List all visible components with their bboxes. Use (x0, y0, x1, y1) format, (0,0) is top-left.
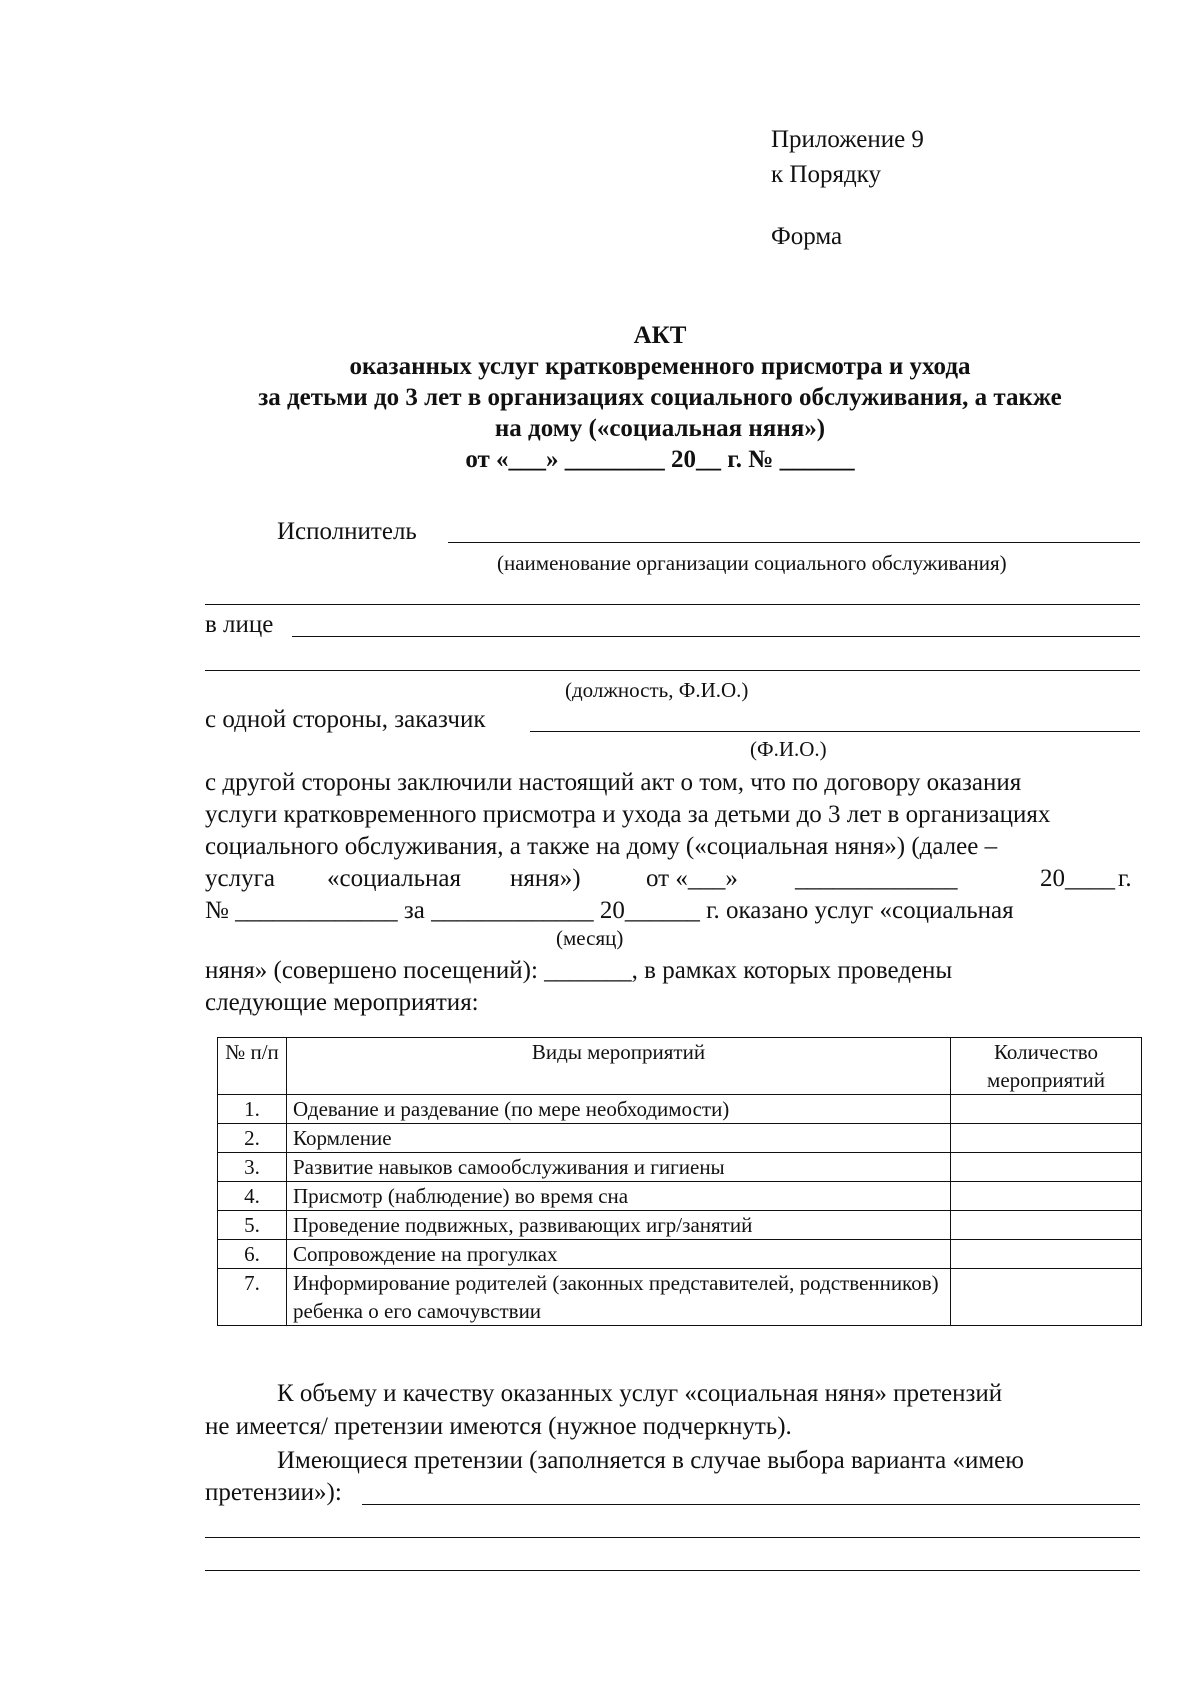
claims-field[interactable] (362, 1504, 1140, 1505)
row-quantity[interactable] (951, 1240, 1142, 1269)
title-act: АКТ (633, 322, 687, 349)
existing-claims-line-2: претензии»): (205, 1479, 342, 1506)
annex-order: к Порядку (771, 161, 881, 188)
body-line-5: № _____________ за _____________ 20______ г. оказано услуг «социальная (205, 897, 1014, 924)
title-date-line: от «___» ________ 20__ г. № ______ (465, 446, 855, 473)
body-line-4-word-3: няня») (510, 865, 581, 892)
row-quantity[interactable] (951, 1182, 1142, 1211)
row-activity: Развитие навыков самообслуживания и гигиены (287, 1153, 951, 1182)
row-quantity[interactable] (951, 1269, 1142, 1326)
table-row (218, 1124, 1142, 1153)
executor-label: Исполнитель (277, 518, 417, 545)
executor-field-continued[interactable] (205, 604, 1140, 605)
claims-field-continued-2[interactable] (205, 1570, 1140, 1571)
existing-claims-line-1: Имеющиеся претензии (заполняется в случае выбора варианта «имею (277, 1447, 1024, 1474)
body-line-7: следующие мероприятия: (205, 989, 479, 1016)
row-activity: Сопровождение на прогулках (287, 1240, 951, 1269)
row-quantity[interactable] (951, 1153, 1142, 1182)
table-row (218, 1211, 1142, 1240)
table-row (218, 1269, 1142, 1326)
activities-table (217, 1037, 1142, 1326)
title-line-2: оказанных услуг кратковременного присмотра и ухода (349, 353, 971, 380)
row-activity: Информирование родителей (законных представителей, родственников) ребенка о его самочувствии (287, 1269, 951, 1326)
row-quantity[interactable] (951, 1124, 1142, 1153)
month-hint: (месяц) (556, 926, 624, 950)
row-number: 4. (218, 1182, 287, 1211)
title-line-3: за детьми до 3 лет в организациях социального обслуживания, а также (258, 384, 1062, 411)
representative-field-continued[interactable] (205, 670, 1140, 671)
header-number: № п/п (218, 1038, 287, 1095)
row-quantity[interactable] (951, 1095, 1142, 1124)
table-row (218, 1182, 1142, 1211)
body-line-1: с другой стороны заключили настоящий акт о том, что по договору оказания (205, 769, 1022, 796)
row-number: 7. (218, 1269, 287, 1326)
body-line-4-word-4: от «___» (646, 865, 738, 892)
row-activity: Кормление (287, 1124, 951, 1153)
body-line-4-word-2: «социальная (327, 865, 462, 892)
header-activity: Виды мероприятий (287, 1038, 951, 1095)
table-row (218, 1153, 1142, 1182)
position-hint: (должность, Ф.И.О.) (565, 678, 749, 702)
row-number: 3. (218, 1153, 287, 1182)
claims-line-1: К объему и качеству оказанных услуг «социальная няня» претензий (277, 1380, 1003, 1407)
customer-field[interactable] (530, 731, 1140, 732)
form-label: Форма (771, 223, 843, 250)
body-line-6: няня» (совершено посещений): _______, в рамках которых проведены (205, 957, 953, 984)
header-quantity: Количество мероприятий (951, 1038, 1142, 1095)
body-line-4-word-6: 20____ (1040, 865, 1115, 892)
row-quantity[interactable] (951, 1211, 1142, 1240)
body-line-4-word-7: г. (1118, 865, 1132, 892)
annex-number: Приложение 9 (771, 126, 924, 153)
row-number: 6. (218, 1240, 287, 1269)
body-line-3: социального обслуживания, а также на дому («социальная няня») (далее – (205, 833, 998, 860)
represented-label: в лице (205, 611, 274, 638)
body-line-4-word-1: услуга (205, 865, 275, 892)
document-title (200, 320, 1120, 475)
row-activity: Присмотр (наблюдение) во время сна (287, 1182, 951, 1211)
customer-hint: (Ф.И.О.) (750, 737, 827, 761)
executor-hint: (наименование организации социального обслуживания) (497, 551, 1007, 575)
row-activity: Одевание и раздевание (по мере необходимости) (287, 1095, 951, 1124)
claims-field-continued-1[interactable] (205, 1537, 1140, 1538)
row-activity: Проведение подвижных, развивающих игр/занятий (287, 1211, 951, 1240)
table-row (218, 1240, 1142, 1269)
claims-line-2: не имеется/ претензии имеются (нужное подчеркнуть). (205, 1413, 792, 1440)
table-row (218, 1095, 1142, 1124)
executor-field[interactable] (448, 542, 1140, 543)
row-number: 2. (218, 1124, 287, 1153)
customer-label: с одной стороны, заказчик (205, 706, 486, 733)
body-line-4-word-5: _____________ (795, 865, 958, 892)
row-number: 1. (218, 1095, 287, 1124)
annex-reference (771, 122, 924, 192)
table-header-row (218, 1038, 1142, 1095)
representative-field[interactable] (292, 636, 1140, 637)
body-line-2: услуги кратковременного присмотра и ухода за детьми до 3 лет в организациях (205, 801, 1051, 828)
row-number: 5. (218, 1211, 287, 1240)
title-line-4: на дому («социальная няня») (494, 415, 826, 442)
